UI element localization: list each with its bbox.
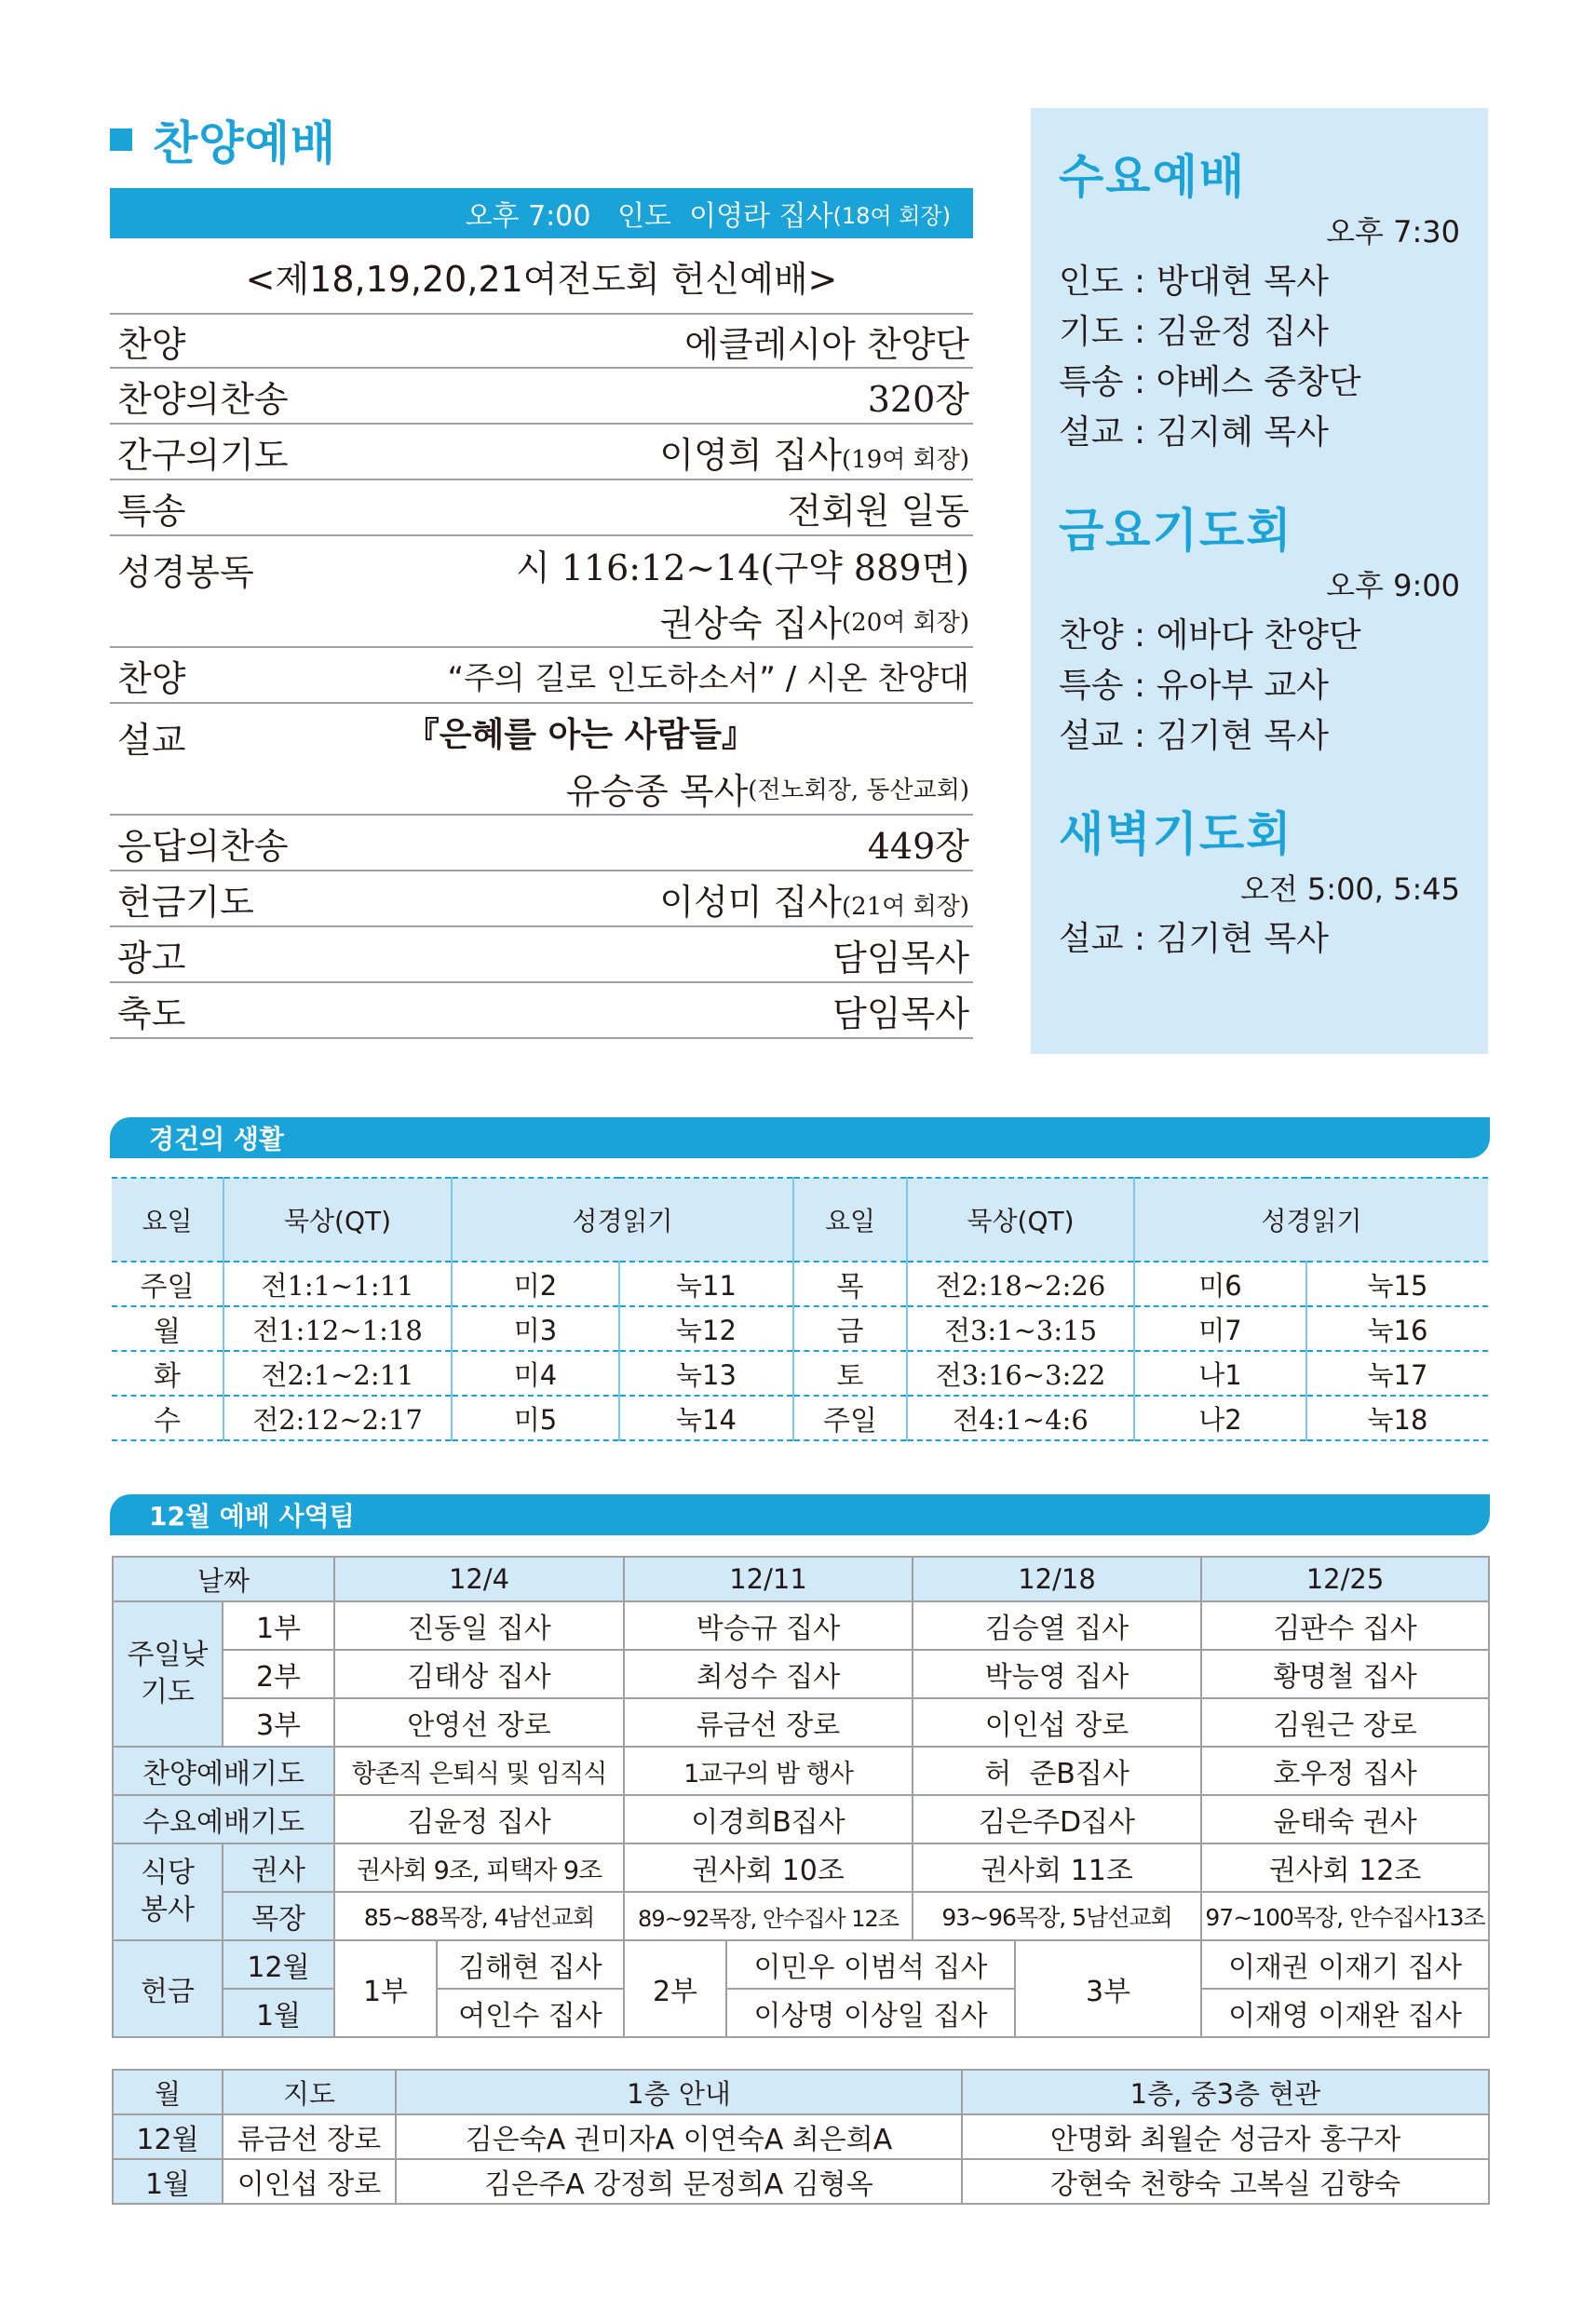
column-header: 요일 bbox=[793, 1178, 907, 1262]
order-label: 간구의기도 bbox=[117, 434, 289, 476]
table-cell: 박승규 집사 bbox=[624, 1601, 913, 1650]
part-label: 목장 bbox=[223, 1892, 334, 1940]
dawn-prayer-title: 새벽기도회 bbox=[1059, 807, 1293, 861]
order-label: 찬양 bbox=[117, 323, 186, 365]
table-cell: 이재영 이재완 집사 bbox=[1201, 1989, 1489, 2037]
table-row bbox=[113, 2114, 1489, 2159]
order-value: 320장 bbox=[867, 378, 969, 420]
table-cell: 최성수 집사 bbox=[624, 1650, 913, 1698]
order-label: 광고 bbox=[117, 937, 186, 979]
leader-info: 오후 7:00 인도 이영라 집사 bbox=[465, 200, 833, 233]
table-cell: 주일 bbox=[793, 1396, 907, 1440]
table-cell: 수 bbox=[112, 1396, 223, 1440]
table-cell: 안명화 최월순 성금자 홍구자 bbox=[962, 2114, 1489, 2159]
order-value: 『은혜를 아는 사람들』 유승종 목사 (전노회장, 동산교회) bbox=[405, 715, 969, 812]
table-row bbox=[112, 1306, 1488, 1351]
table-cell: 윤태숙 권사 bbox=[1201, 1795, 1489, 1843]
offering-part: 1부 bbox=[334, 1940, 437, 2037]
month-cell: 12월 bbox=[113, 2114, 223, 2159]
table-cell: 김판수 집사 bbox=[1201, 1601, 1489, 1650]
table-cell: 금 bbox=[793, 1306, 907, 1351]
devotion-table bbox=[112, 1177, 1488, 1441]
table-cell: 황명철 집사 bbox=[1201, 1650, 1489, 1698]
table-cell: 나1 bbox=[1134, 1351, 1306, 1396]
table-cell: 이경희B집사 bbox=[624, 1795, 913, 1843]
praise-prayer-label: 찬양예배기도 bbox=[113, 1747, 334, 1795]
praise-worship-heading bbox=[110, 104, 973, 175]
table-cell: 89~92목장, 안수집사 12조 bbox=[624, 1892, 913, 1940]
column-header: 1층, 중3층 현관 bbox=[962, 2070, 1489, 2114]
date-header: 12/18 bbox=[913, 1557, 1201, 1601]
table-cell: 이인섭 장로 bbox=[913, 1698, 1201, 1747]
dining-label: 식당 봉사 bbox=[113, 1843, 223, 1940]
order-row bbox=[110, 480, 973, 536]
table-cell: 85~88목장, 4남선교회 bbox=[334, 1892, 624, 1940]
order-label: 설교 bbox=[117, 720, 186, 761]
table-cell: 눅11 bbox=[619, 1262, 793, 1306]
part-label: 2부 bbox=[223, 1650, 334, 1698]
wednesday-worship-title: 수요예배 bbox=[1059, 150, 1247, 204]
month-label: 12월 bbox=[223, 1940, 334, 1989]
table-cell: 눅18 bbox=[1306, 1396, 1488, 1440]
part-label: 3부 bbox=[223, 1698, 334, 1747]
table-cell: 안영선 장로 bbox=[334, 1698, 624, 1747]
side-line: 특송 : 야베스 중창단 bbox=[1059, 362, 1361, 401]
date-label: 날짜 bbox=[113, 1557, 334, 1601]
order-row bbox=[110, 369, 973, 425]
table-row bbox=[113, 1650, 1489, 1698]
table-cell: 항존직 은퇴식 및 임직식 bbox=[334, 1747, 624, 1795]
devotion-header-row bbox=[112, 1178, 1488, 1262]
order-label: 헌금기도 bbox=[117, 881, 254, 923]
praise-worship-title: 찬양예배 bbox=[153, 116, 337, 170]
order-label: 성경봉독 bbox=[117, 552, 254, 593]
order-label: 축도 bbox=[117, 992, 186, 1034]
table-cell: 토 bbox=[793, 1351, 907, 1396]
friday-prayer-title: 금요기도회 bbox=[1059, 504, 1293, 558]
devotion-header: 경건의 생활 bbox=[110, 1117, 1490, 1158]
table-cell: 전1:1~1:11 bbox=[223, 1262, 452, 1306]
table-row bbox=[113, 2159, 1489, 2204]
order-row bbox=[110, 648, 973, 704]
table-cell: 이재권 이재기 집사 bbox=[1201, 1940, 1489, 1989]
table-row bbox=[112, 1396, 1488, 1440]
table-cell: 미4 bbox=[452, 1351, 619, 1396]
table-cell: 미6 bbox=[1134, 1262, 1306, 1306]
column-header: 요일 bbox=[112, 1178, 223, 1262]
order-value: 449장 bbox=[867, 825, 969, 867]
order-label: 찬양 bbox=[117, 657, 186, 699]
table-cell: 전2:1~2:11 bbox=[223, 1351, 452, 1396]
side-line: 특송 : 유아부 교사 bbox=[1059, 666, 1329, 705]
ministry-team-header: 12월 예배 사역팀 bbox=[110, 1494, 1490, 1535]
praise-worship-leader-bar bbox=[110, 188, 973, 238]
side-line: 설교 : 김지혜 목사 bbox=[1059, 412, 1329, 452]
table-cell: 박능영 집사 bbox=[913, 1650, 1201, 1698]
order-row-reading bbox=[110, 536, 973, 648]
table-cell: 김윤정 집사 bbox=[334, 1795, 624, 1843]
table-cell: 전3:16~3:22 bbox=[907, 1351, 1134, 1396]
offering-part: 2부 bbox=[624, 1940, 726, 2037]
date-header: 12/11 bbox=[624, 1557, 913, 1601]
side-worship-panel bbox=[1031, 108, 1488, 1054]
team-header-row bbox=[113, 1557, 1489, 1601]
side-line: 찬양 : 에바다 찬양단 bbox=[1059, 615, 1361, 655]
table-cell: 1교구의 밤 행사 bbox=[624, 1747, 913, 1795]
order-label: 찬양의찬송 bbox=[117, 378, 289, 420]
table-cell: 류금선 장로 bbox=[624, 1698, 913, 1747]
table-cell: 진동일 집사 bbox=[334, 1601, 624, 1650]
column-header: 묵상(QT) bbox=[907, 1178, 1134, 1262]
column-header: 묵상(QT) bbox=[223, 1178, 452, 1262]
column-header: 성경읽기 bbox=[452, 1178, 793, 1262]
order-value: 담임목사 bbox=[832, 937, 969, 979]
order-label: 응답의찬송 bbox=[117, 825, 289, 867]
wednesday-prayer-label: 수요예배기도 bbox=[113, 1795, 334, 1843]
table-cell: 김원근 장로 bbox=[1201, 1698, 1489, 1747]
usher-guide-table bbox=[112, 2069, 1490, 2205]
order-row-sermon bbox=[110, 704, 973, 816]
order-value: “주의 길로 인도하소서” / 시온 찬양대 bbox=[447, 659, 969, 697]
table-cell: 강현숙 천향숙 고복실 김향숙 bbox=[962, 2159, 1489, 2204]
order-row bbox=[110, 313, 973, 369]
column-header: 1층 안내 bbox=[396, 2070, 962, 2114]
leader-note: (18여 회장) bbox=[832, 202, 951, 229]
ministry-team-table bbox=[112, 1556, 1490, 2038]
table-cell: 전1:12~1:18 bbox=[223, 1306, 452, 1351]
order-value: 시 116:12~14(구약 889면) 권상숙 집사 (20여 회장) bbox=[515, 547, 969, 644]
offering-part: 3부 bbox=[1015, 1940, 1201, 2037]
order-value: 에클레시아 찬양단 bbox=[684, 323, 969, 365]
table-cell: 눅14 bbox=[619, 1396, 793, 1440]
table-cell: 눅13 bbox=[619, 1351, 793, 1396]
table-cell: 이인섭 장로 bbox=[223, 2159, 396, 2204]
table-cell: 김은숙A 권미자A 이연숙A 최은희A bbox=[396, 2114, 962, 2159]
side-line: 기도 : 김윤정 집사 bbox=[1059, 312, 1329, 351]
table-cell: 전2:18~2:26 bbox=[907, 1262, 1134, 1306]
table-cell: 전4:1~4:6 bbox=[907, 1396, 1134, 1440]
table-cell: 김태상 집사 bbox=[334, 1650, 624, 1698]
table-cell: 미7 bbox=[1134, 1306, 1306, 1351]
table-row bbox=[113, 1940, 1489, 1989]
table-cell: 미3 bbox=[452, 1306, 619, 1351]
wednesday-worship-time: 오후 7:30 bbox=[1326, 214, 1460, 250]
dawn-prayer-time: 오전 5:00, 5:45 bbox=[1239, 871, 1460, 907]
month-label: 1월 bbox=[223, 1989, 334, 2037]
table-row bbox=[113, 1795, 1489, 1843]
worship-subtitle: <제18,19,20,21여전도회 헌신예배> bbox=[245, 258, 838, 300]
table-row bbox=[113, 1747, 1489, 1795]
table-cell: 김해현 집사 bbox=[437, 1940, 624, 1989]
guide-header-row bbox=[113, 2070, 1489, 2114]
order-row bbox=[110, 983, 973, 1039]
date-header: 12/25 bbox=[1201, 1557, 1489, 1601]
table-cell: 김은주D집사 bbox=[913, 1795, 1201, 1843]
table-row bbox=[113, 1698, 1489, 1747]
table-cell: 97~100목장, 안수집사13조 bbox=[1201, 1892, 1489, 1940]
order-value: 이영희 집사(19여 회장) bbox=[659, 434, 969, 476]
table-cell: 주일 bbox=[112, 1262, 223, 1306]
table-cell: 월 bbox=[112, 1306, 223, 1351]
table-cell: 미5 bbox=[452, 1396, 619, 1440]
table-cell: 류금선 장로 bbox=[223, 2114, 396, 2159]
order-row bbox=[110, 927, 973, 983]
column-header: 지도 bbox=[223, 2070, 396, 2114]
table-cell: 이민우 이범석 집사 bbox=[726, 1940, 1015, 1989]
table-cell: 허 준B집사 bbox=[913, 1747, 1201, 1795]
table-cell: 김은주A 강정희 문정희A 김형옥 bbox=[396, 2159, 962, 2204]
table-row bbox=[112, 1262, 1488, 1306]
side-line: 설교 : 김기현 목사 bbox=[1059, 919, 1329, 958]
date-header: 12/4 bbox=[334, 1557, 624, 1601]
order-row bbox=[110, 425, 973, 480]
table-cell: 호우정 집사 bbox=[1201, 1747, 1489, 1795]
table-cell: 93~96목장, 5남선교회 bbox=[913, 1892, 1201, 1940]
order-value: 이성미 집사(21여 회장) bbox=[659, 881, 969, 923]
table-cell: 전2:12~2:17 bbox=[223, 1396, 452, 1440]
sunday-prayer-label: 주일낮 기도 bbox=[113, 1601, 223, 1747]
table-cell: 권사회 12조 bbox=[1201, 1843, 1489, 1892]
table-cell: 눅17 bbox=[1306, 1351, 1488, 1396]
side-line: 설교 : 김기현 목사 bbox=[1059, 716, 1329, 755]
offering-label: 헌금 bbox=[113, 1940, 223, 2037]
table-cell: 미2 bbox=[452, 1262, 619, 1306]
table-row bbox=[113, 1601, 1489, 1650]
column-header: 성경읽기 bbox=[1134, 1178, 1488, 1262]
column-header: 월 bbox=[113, 2070, 223, 2114]
table-cell: 화 bbox=[112, 1351, 223, 1396]
part-label: 권사 bbox=[223, 1843, 334, 1892]
table-cell: 권사회 11조 bbox=[913, 1843, 1201, 1892]
table-row bbox=[113, 1892, 1489, 1940]
order-value: 전회원 일동 bbox=[787, 490, 969, 532]
table-row bbox=[112, 1351, 1488, 1396]
square-bullet-icon bbox=[110, 128, 132, 151]
table-cell: 목 bbox=[793, 1262, 907, 1306]
table-cell: 눅15 bbox=[1306, 1262, 1488, 1306]
table-cell: 여인수 집사 bbox=[437, 1989, 624, 2037]
side-line: 인도 : 방대현 목사 bbox=[1059, 262, 1329, 301]
table-row bbox=[113, 1843, 1489, 1892]
order-value: 담임목사 bbox=[832, 992, 969, 1034]
order-label: 특송 bbox=[117, 490, 186, 532]
table-cell: 전3:1~3:15 bbox=[907, 1306, 1134, 1351]
month-cell: 1월 bbox=[113, 2159, 223, 2204]
part-label: 1부 bbox=[223, 1601, 334, 1650]
friday-prayer-time: 오후 9:00 bbox=[1326, 568, 1460, 603]
order-row bbox=[110, 871, 973, 927]
table-cell: 눅16 bbox=[1306, 1306, 1488, 1351]
table-cell: 눅12 bbox=[619, 1306, 793, 1351]
table-cell: 나2 bbox=[1134, 1396, 1306, 1440]
table-cell: 이상명 이상일 집사 bbox=[726, 1989, 1015, 2037]
table-cell: 김승열 집사 bbox=[913, 1601, 1201, 1650]
table-cell: 권사회 10조 bbox=[624, 1843, 913, 1892]
order-row bbox=[110, 816, 973, 871]
table-cell: 권사회 9조, 피택자 9조 bbox=[334, 1843, 624, 1892]
praise-worship-section bbox=[110, 104, 973, 1039]
table-row bbox=[113, 1989, 1489, 2037]
